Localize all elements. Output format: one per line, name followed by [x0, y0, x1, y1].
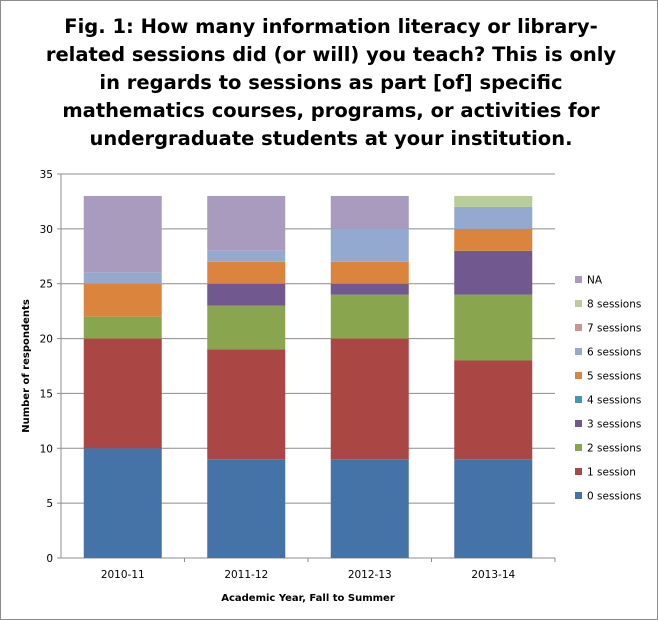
y-tick-label: 35	[39, 169, 53, 181]
bar-segment	[84, 196, 162, 273]
bar-segment	[207, 350, 285, 460]
y-tick-label: 20	[39, 333, 53, 346]
legend-label: 0 sessions	[587, 490, 642, 503]
legend-swatch	[575, 420, 582, 427]
legend-swatch	[575, 276, 582, 283]
chart-title: Fig. 1: How many information literacy or library- related sessions did (or will) you teach? This is only in regards to sessions as part [of] specific mathematics courses, programs, or activities for undergraduate students at your institution.	[45, 15, 617, 150]
bar-segment	[454, 207, 532, 229]
legend-swatch	[575, 444, 582, 451]
legend-label: 5 sessions	[587, 370, 642, 383]
x-tick-label: 2013-14	[471, 569, 516, 581]
legend-label: 1 session	[587, 466, 636, 479]
bar-segment	[454, 229, 532, 251]
legend-swatch	[575, 372, 582, 379]
y-tick-label: 25	[39, 278, 53, 291]
bar-segment	[454, 251, 532, 295]
bar-segment	[84, 273, 162, 284]
bar-segment	[84, 317, 162, 339]
bar-segment	[331, 229, 409, 262]
bar-segment	[331, 459, 409, 558]
bar-segment	[207, 251, 285, 262]
bar-segment	[207, 284, 285, 306]
legend-label: 7 sessions	[587, 322, 642, 335]
x-tick-label: 2010-11	[100, 569, 145, 581]
legend-label: 8 sessions	[587, 298, 642, 311]
bar-segment	[454, 295, 532, 361]
bar-segment	[207, 196, 285, 251]
bar-segment	[454, 459, 532, 558]
legend-swatch	[575, 492, 582, 499]
bar-segment	[331, 339, 409, 460]
y-tick-label: 30	[39, 223, 53, 236]
y-tick-label: 10	[39, 443, 53, 456]
legend-swatch	[575, 396, 582, 403]
legend-label: 3 sessions	[587, 418, 642, 431]
x-axis-title: Academic Year, Fall to Summer	[221, 593, 395, 604]
legend-label: 6 sessions	[587, 346, 642, 359]
bar-segment	[331, 295, 409, 339]
y-tick-label: 0	[46, 553, 53, 565]
legend-label: 2 sessions	[587, 442, 642, 455]
legend-swatch	[575, 468, 582, 475]
y-axis-title: Number of respondents	[21, 299, 32, 433]
y-tick-label: 5	[46, 498, 53, 511]
y-tick-label: 15	[39, 388, 53, 401]
bar-segment	[207, 306, 285, 350]
bar-segment	[454, 196, 532, 207]
bar-segment	[207, 262, 285, 284]
legend-swatch	[575, 324, 582, 331]
legend-label: 4 sessions	[587, 394, 642, 407]
bar-segment	[84, 339, 162, 449]
bar-segment	[84, 448, 162, 558]
bar-segment	[84, 284, 162, 317]
legend-label: NA	[587, 274, 603, 287]
bar-segment	[331, 262, 409, 284]
chart-svg	[1, 1, 657, 619]
x-tick-label: 2011-12	[224, 569, 269, 581]
bar-segment	[331, 196, 409, 229]
bar-segment	[331, 284, 409, 295]
bar-segment	[454, 361, 532, 460]
x-tick-label: 2012-13	[347, 569, 392, 581]
legend-swatch	[575, 348, 582, 355]
legend-swatch	[575, 300, 582, 307]
bar-segment	[207, 459, 285, 558]
